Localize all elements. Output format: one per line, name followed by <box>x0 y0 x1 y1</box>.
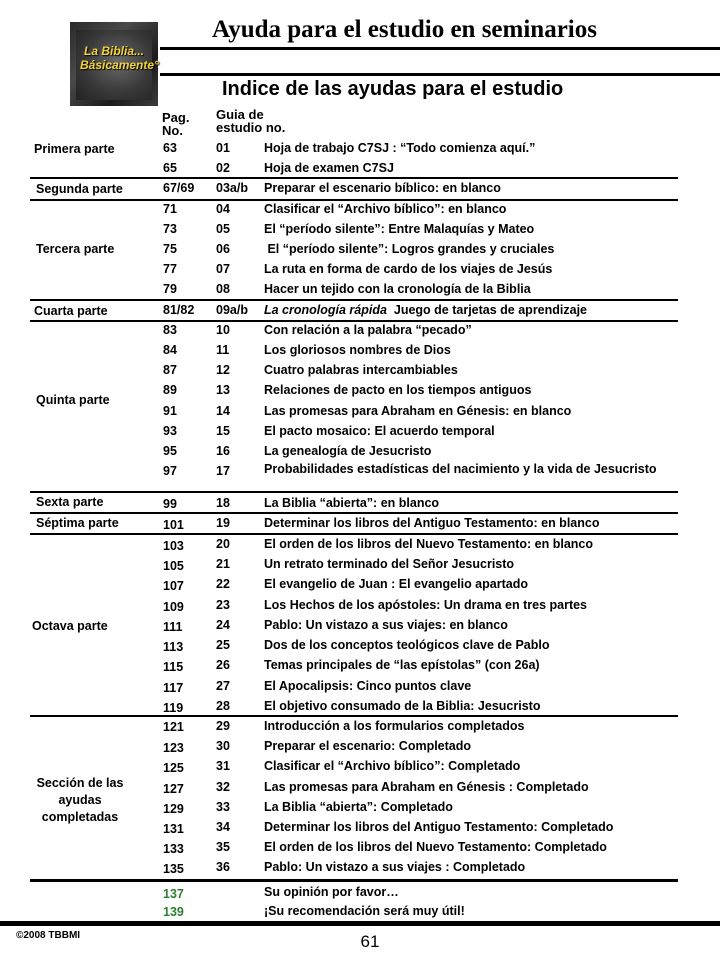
page-number: 101 <box>163 518 184 532</box>
copyright: ©2008 TBBMI <box>16 930 81 941</box>
guide-number: 01 <box>216 141 230 155</box>
guide-number: 22 <box>216 577 230 591</box>
guide-title: Las promesas para Abraham en Génesis : Completado <box>264 780 589 794</box>
page-number: 129 <box>163 802 184 816</box>
guide-title: El orden de los libros del Nuevo Testamento: Completado <box>264 840 607 854</box>
part-primera: Primera parte <box>34 142 115 156</box>
guide-title: La Biblia “abierta”: Completado <box>264 800 453 814</box>
guide-title: Dos de los conceptos teológicos clave de Pablo <box>264 638 550 652</box>
page-number: 117 <box>163 681 184 695</box>
page-number: 89 <box>163 383 177 397</box>
guide-number: 36 <box>216 860 230 874</box>
page-number: 121 <box>163 720 184 734</box>
guide-number: 04 <box>216 202 230 216</box>
part-seccion-completadas: Sección de las ayudas completadas <box>36 776 124 824</box>
part-septima: Séptima parte <box>36 516 119 530</box>
guide-title: Probabilidades estadísticas del nacimiento y la vida de Jesucristo <box>264 462 657 476</box>
guide-number: 09a/b <box>216 303 248 317</box>
guide-title: El pacto mosaico: El acuerdo temporal <box>264 424 495 438</box>
page-number: 65 <box>163 161 177 175</box>
feedback-title: Su opinión por favor… <box>264 885 399 899</box>
guide-title: El “período silente”: Logros grandes y cruciales <box>264 242 555 256</box>
page-number: 103 <box>163 539 184 553</box>
recommendation-title: ¡Su recomendación será muy útil! <box>264 904 465 918</box>
guide-title: Temas principales de “las epístolas” (con 26a) <box>264 658 540 672</box>
guide-number: 17 <box>216 464 230 478</box>
page-number: 83 <box>163 323 177 337</box>
guide-title: Pablo: Un vistazo a sus viajes : Completado <box>264 860 526 874</box>
page-number: 77 <box>163 262 177 276</box>
page-number: 131 <box>163 822 184 836</box>
page-number: 135 <box>163 862 184 876</box>
part-tercera: Tercera parte <box>36 242 115 256</box>
part-sexta: Sexta parte <box>36 495 104 509</box>
guide-number: 20 <box>216 537 230 551</box>
part-quinta: Quinta parte <box>36 393 110 407</box>
guide-number: 08 <box>216 282 230 296</box>
guide-title: Determinar los libros del Antiguo Testamento: Completado <box>264 820 614 834</box>
separator-2 <box>30 199 678 201</box>
guide-title: Relaciones de pacto en los tiempos antiguos <box>264 383 532 397</box>
guide-number: 24 <box>216 618 230 632</box>
guide-number: 26 <box>216 658 230 672</box>
guide-number: 11 <box>216 343 230 357</box>
guide-title: Pablo: Un vistazo a sus viajes: en blanco <box>264 618 508 632</box>
guide-title: El objetivo consumado de la Biblia: Jesucristo <box>264 699 541 713</box>
part-octava: Octava parte <box>32 619 108 633</box>
guide-title: La Biblia “abierta”: en blanco <box>264 496 440 510</box>
guide-number: 28 <box>216 699 230 713</box>
page-number: 75 <box>163 242 177 256</box>
header-title: Ayuda para el estudio en seminarios <box>212 16 597 43</box>
page-number: 79 <box>163 282 177 296</box>
guide-title: El “período silente”: Entre Malaquías y Mateo <box>264 222 535 236</box>
page-number: 71 <box>163 202 177 216</box>
column-header-pag-line2: No. <box>162 123 183 138</box>
guide-title: La genealogía de Jesucristo <box>264 444 432 458</box>
guide-title: El evangelio de Juan : El evangelio apartado <box>264 577 528 591</box>
guide-title-italic: La cronología rápida <box>264 303 387 317</box>
page-number-footer: 61 <box>360 932 380 951</box>
page-number: 111 <box>163 620 183 634</box>
page-number: 105 <box>163 559 184 573</box>
guide-title: Preparar el escenario bíblico: en blanco <box>264 181 501 195</box>
page-number: 93 <box>163 424 177 438</box>
part-segunda: Segunda parte <box>36 182 123 196</box>
page-number: 95 <box>163 444 177 458</box>
guide-number: 18 <box>216 496 230 510</box>
guide-title: Hoja de examen C7SJ <box>264 161 394 175</box>
guide-title: Los Hechos de los apóstoles: Un drama en tres partes <box>264 598 588 612</box>
page-number: 119 <box>163 701 184 715</box>
guide-title: Con relación a la palabra “pecado” <box>264 323 472 337</box>
guide-title <box>264 303 684 317</box>
guide-title: Las promesas para Abraham en Génesis: en blanco <box>264 404 572 418</box>
guide-number: 05 <box>216 222 230 236</box>
separator-4 <box>30 320 678 322</box>
guide-number: 23 <box>216 598 230 612</box>
guide-number: 19 <box>216 516 230 530</box>
part-cuarta: Cuarta parte <box>34 304 108 318</box>
la-biblia-basicamente-logo <box>70 22 158 106</box>
guide-title: Los gloriosos nombres de Dios <box>264 343 451 357</box>
guide-title: El Apocalipsis: Cinco puntos clave <box>264 679 472 693</box>
separator-3 <box>30 299 678 301</box>
page-number: 115 <box>163 660 184 674</box>
page-number: 73 <box>163 222 177 236</box>
guide-title: Hoja de trabajo C7SJ : “Todo comienza aquí.” <box>264 141 536 155</box>
guide-title: Clasificar el “Archivo bíblico”: Completado <box>264 759 521 773</box>
guide-title: Cuatro palabras intercambiables <box>264 363 458 377</box>
page-number: 97 <box>163 464 177 478</box>
separator-5 <box>30 491 678 493</box>
column-header-pag <box>162 111 189 137</box>
separator-9 <box>30 879 678 882</box>
guide-number: 31 <box>216 759 230 773</box>
page-number: 63 <box>163 141 177 155</box>
guide-title: La ruta en forma de cardo de los viajes de Jesús <box>264 262 553 276</box>
page-number: 125 <box>163 761 184 775</box>
separator-8 <box>30 715 678 717</box>
page-number: 67/69 <box>163 181 195 195</box>
guide-title: El orden de los libros del Nuevo Testamento: en blanco <box>264 537 593 551</box>
page-number: 109 <box>163 600 184 614</box>
footer-rule <box>0 921 720 926</box>
guide-number: 15 <box>216 424 230 438</box>
page-number: 127 <box>163 782 184 796</box>
column-header-pag-line1: Pag. <box>162 110 190 125</box>
guide-number: 13 <box>216 383 230 397</box>
separator-6 <box>30 512 678 514</box>
guide-number: 29 <box>216 719 230 733</box>
guide-number: 12 <box>216 363 230 377</box>
column-header-guia-line1: Guia de <box>216 107 264 122</box>
guide-number: 32 <box>216 780 230 794</box>
guide-title: Un retrato terminado del Señor Jesucristo <box>264 557 515 571</box>
guide-number: 30 <box>216 739 230 753</box>
guide-title: Preparar el escenario: Completado <box>264 739 472 753</box>
logo-text-line2: Básicamente° <box>80 58 159 72</box>
page-number: 133 <box>163 842 184 856</box>
page-number: 81/82 <box>163 303 195 317</box>
page-number: 99 <box>163 497 177 511</box>
guide-title: Determinar los libros del Antiguo Testamento: en blanco <box>264 516 600 530</box>
guide-number: 03a/b <box>216 181 248 195</box>
page-number: 107 <box>163 579 184 593</box>
column-header-guia-line2: estudio no. <box>216 120 286 135</box>
guide-number: 07 <box>216 262 230 276</box>
guide-title: Clasificar el “Archivo bíblico”: en blanco <box>264 202 507 216</box>
guide-number: 25 <box>216 638 230 652</box>
header-rule-bottom <box>160 73 720 76</box>
column-header-guia <box>216 108 285 134</box>
guide-number: 16 <box>216 444 230 458</box>
page-number: 87 <box>163 363 177 377</box>
header-rule-top <box>160 47 720 50</box>
guide-number: 33 <box>216 800 230 814</box>
page-number: 84 <box>163 343 177 357</box>
guide-number: 02 <box>216 161 230 175</box>
guide-number: 10 <box>216 323 230 337</box>
guide-number: 21 <box>216 557 230 571</box>
guide-title-rest: Juego de tarjetas de aprendizaje <box>386 303 588 317</box>
separator-7 <box>30 533 678 535</box>
page-number: 123 <box>163 741 184 755</box>
guide-number: 34 <box>216 820 230 834</box>
page-number: 113 <box>163 640 184 654</box>
separator-1 <box>30 177 678 179</box>
index-title: Indice de las ayudas para el estudio <box>222 78 564 100</box>
guide-number: 35 <box>216 840 230 854</box>
page-number: 139 <box>163 905 184 919</box>
guide-title: Hacer un tejido con la cronología de la Biblia <box>264 282 531 296</box>
guide-number: 27 <box>216 679 230 693</box>
logo-text-line1: La Biblia... <box>84 44 145 58</box>
guide-title: Introducción a los formularios completados <box>264 719 525 733</box>
page-number: 91 <box>163 404 177 418</box>
guide-number: 06 <box>216 242 230 256</box>
guide-number: 14 <box>216 404 230 418</box>
page-number: 137 <box>163 887 184 901</box>
